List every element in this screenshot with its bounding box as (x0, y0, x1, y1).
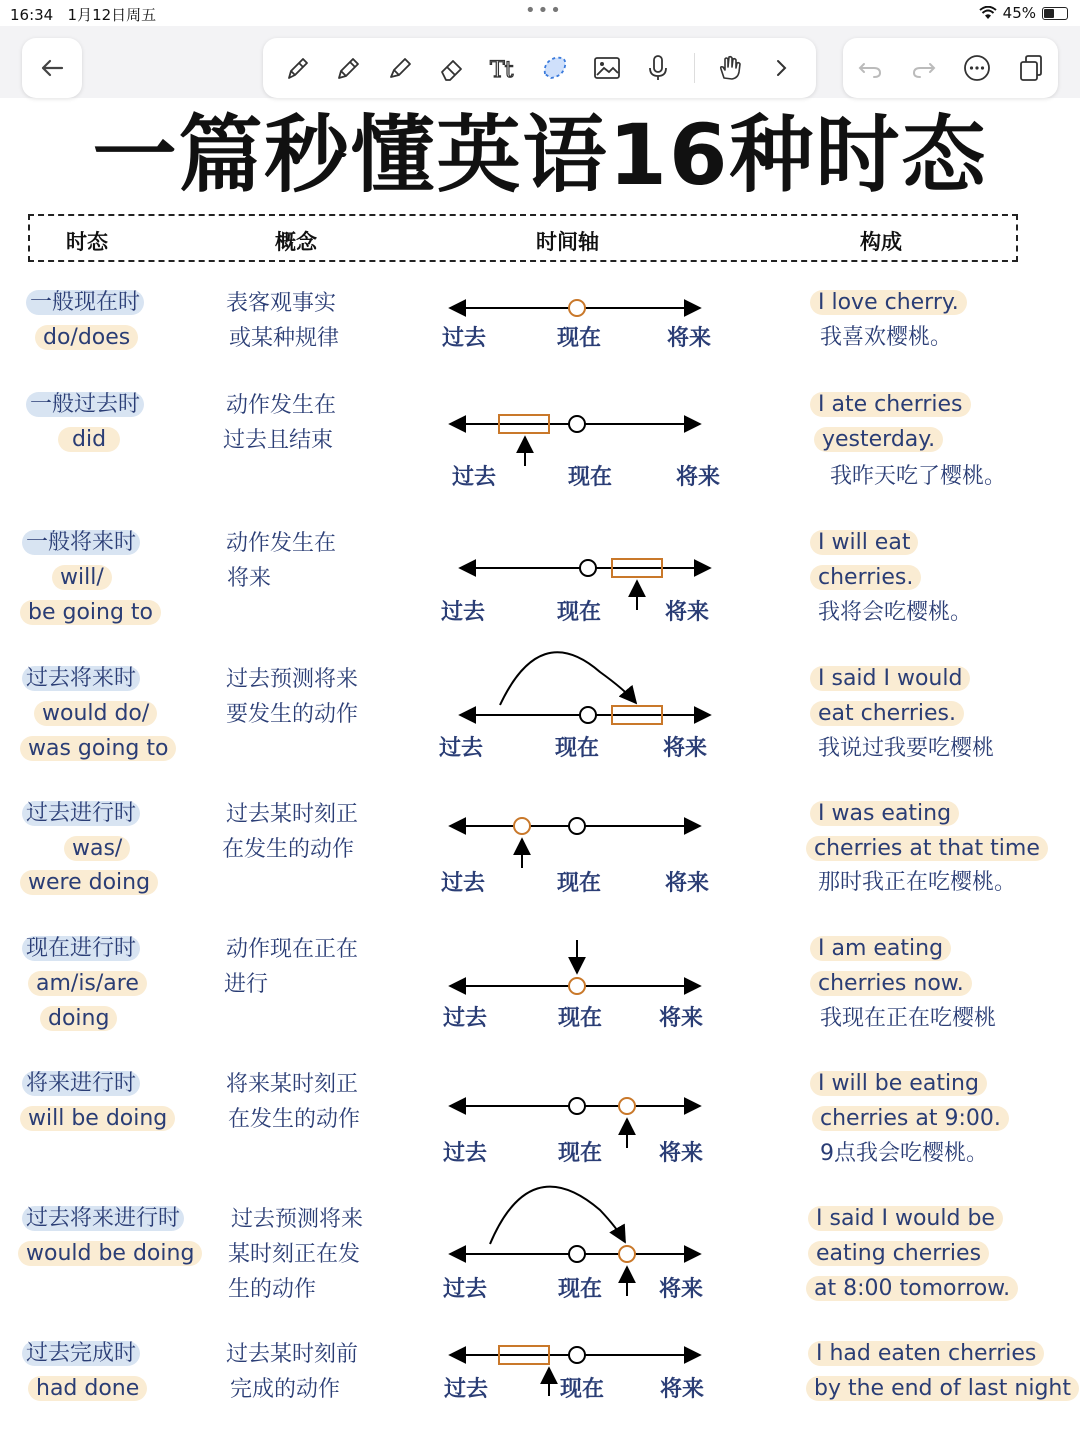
label-past: 过去 (443, 1277, 488, 1302)
example-line: 我昨天吃了樱桃。 (830, 464, 1007, 489)
concept-line: 过去某时刻前 (226, 1342, 359, 1367)
status-time: 16:34 1月12日周五 (10, 6, 157, 24)
example-line: at 8:00 tomorrow. (806, 1274, 1018, 1304)
example-line: I was eating (810, 799, 959, 829)
example-line: eat cherries. (810, 699, 964, 729)
label-future: 将来 (659, 1141, 704, 1166)
concept-line: 动作发生在 (226, 531, 337, 556)
now-point (569, 1098, 585, 1114)
example-line: I said I would (810, 664, 970, 694)
label-now: 现在 (557, 871, 602, 896)
label-future: 将来 (676, 465, 721, 490)
label-past: 过去 (441, 871, 486, 896)
tense-form: had done (28, 1374, 147, 1404)
now-point (569, 818, 585, 834)
now-point (569, 1246, 585, 1262)
example-line: I will eat (810, 528, 918, 558)
event-point (514, 818, 530, 834)
tense-name: 一般过去时 (26, 390, 144, 420)
tense-name: 一般现在时 (26, 288, 144, 318)
example-line: 我将会吃樱桃。 (818, 600, 973, 625)
label-past: 过去 (444, 1377, 489, 1402)
tense-name: 过去将来进行时 (22, 1204, 184, 1234)
label-now: 现在 (560, 1377, 605, 1402)
label-now: 现在 (555, 736, 600, 761)
tense-form: do/does (35, 323, 138, 353)
concept-line: 或某种规律 (229, 326, 340, 351)
label-past: 过去 (443, 1141, 488, 1166)
label-future: 将来 (663, 736, 708, 761)
example-line: yesterday. (814, 425, 943, 455)
battery-percent: 45% (1002, 4, 1036, 22)
label-past: 过去 (441, 600, 486, 625)
label-future: 将来 (667, 326, 712, 351)
label-past: 过去 (442, 326, 487, 351)
label-now: 现在 (568, 465, 613, 490)
concept-line: 动作发生在 (226, 393, 337, 418)
tense-form: were doing (20, 868, 158, 898)
example-line: by the end of last night (806, 1374, 1079, 1404)
label-now: 现在 (558, 1006, 603, 1031)
example-line: cherries at 9:00. (812, 1104, 1009, 1134)
tense-form: will/ (52, 563, 112, 593)
tense-name: 过去完成时 (22, 1339, 140, 1369)
concept-line: 某时刻正在发 (228, 1242, 361, 1267)
page-title: 一篇秒懂英语16种时态 (92, 106, 988, 204)
label-future: 将来 (665, 600, 710, 625)
header-concept: 概念 (275, 230, 317, 254)
label-now: 现在 (558, 1141, 603, 1166)
example-line: 9点我会吃樱桃。 (820, 1141, 988, 1166)
example-line: I will be eating (810, 1069, 987, 1099)
example-line: 我喜欢樱桃。 (820, 325, 953, 350)
tense-form: would be doing (18, 1239, 202, 1269)
tense-form: am/is/are (28, 969, 147, 999)
label-past: 过去 (452, 465, 497, 490)
now-point (580, 707, 596, 723)
concept-line: 过去预测将来 (226, 667, 359, 692)
concept-line: 完成的动作 (230, 1377, 341, 1402)
label-now: 现在 (557, 326, 602, 351)
example-line: cherries now. (810, 969, 972, 999)
label-past: 过去 (443, 1006, 488, 1031)
concept-line: 过去某时刻正 (226, 802, 359, 827)
svg-text:Tt: Tt (490, 58, 514, 83)
tense-form: will be doing (20, 1104, 175, 1134)
label-future: 将来 (659, 1006, 704, 1031)
tense-name: 过去将来时 (22, 664, 140, 694)
label-future: 将来 (660, 1377, 705, 1402)
now-point (569, 1347, 585, 1363)
event-point (569, 300, 585, 316)
example-line: cherries. (810, 563, 921, 593)
concept-line: 要发生的动作 (226, 702, 359, 727)
tense-form: did (58, 425, 120, 455)
now-point (580, 560, 596, 576)
tense-form: was/ (64, 834, 130, 864)
tense-form: be going to (20, 598, 161, 628)
now-point (569, 416, 585, 432)
tense-name: 过去进行时 (22, 799, 140, 829)
tense-name: 现在进行时 (22, 934, 140, 964)
concept-line: 过去预测将来 (231, 1207, 364, 1232)
example-line: 我现在正在吃樱桃 (820, 1006, 997, 1031)
label-future: 将来 (665, 871, 710, 896)
event-point (619, 1246, 635, 1262)
label-past: 过去 (439, 736, 484, 761)
concept-line: 在发生的动作 (222, 837, 355, 862)
example-line: I am eating (810, 934, 951, 964)
example-line: I said I would be (808, 1204, 1003, 1234)
projection-arc (500, 652, 636, 705)
example-line: 我说过我要吃樱桃 (818, 736, 995, 761)
label-now: 现在 (558, 1277, 603, 1302)
label-now: 现在 (557, 600, 602, 625)
concept-line: 过去且结束 (223, 428, 334, 453)
concept-line: 将来 (227, 566, 272, 591)
tense-form: was going to (20, 734, 176, 764)
example-line: cherries at that time (806, 834, 1048, 864)
example-line: eating cherries (808, 1239, 989, 1269)
example-line: 那时我正在吃樱桃。 (818, 870, 1017, 895)
concept-line: 表客观事实 (226, 291, 337, 316)
concept-line: 将来某时刻正 (226, 1072, 359, 1097)
tense-name: 将来进行时 (22, 1069, 140, 1099)
tense-form: doing (40, 1004, 117, 1034)
projection-arc (490, 1187, 625, 1244)
concept-line: 在发生的动作 (228, 1107, 361, 1132)
example-line: I ate cherries (810, 390, 971, 420)
event-point (569, 978, 585, 994)
example-line: I love cherry. (810, 288, 967, 318)
tense-form: would do/ (34, 699, 157, 729)
multitask-dots-icon[interactable]: ••• (525, 0, 563, 21)
event-point (619, 1098, 635, 1114)
concept-line: 进行 (224, 972, 269, 997)
label-future: 将来 (659, 1277, 704, 1302)
concept-line: 生的动作 (228, 1277, 317, 1302)
header-timeline: 时间轴 (536, 230, 599, 254)
header-tense: 时态 (66, 230, 108, 254)
tense-name: 一般将来时 (22, 528, 140, 558)
header-form: 构成 (860, 230, 902, 254)
example-line: I had eaten cherries (808, 1339, 1044, 1369)
concept-line: 动作现在正在 (226, 937, 359, 962)
